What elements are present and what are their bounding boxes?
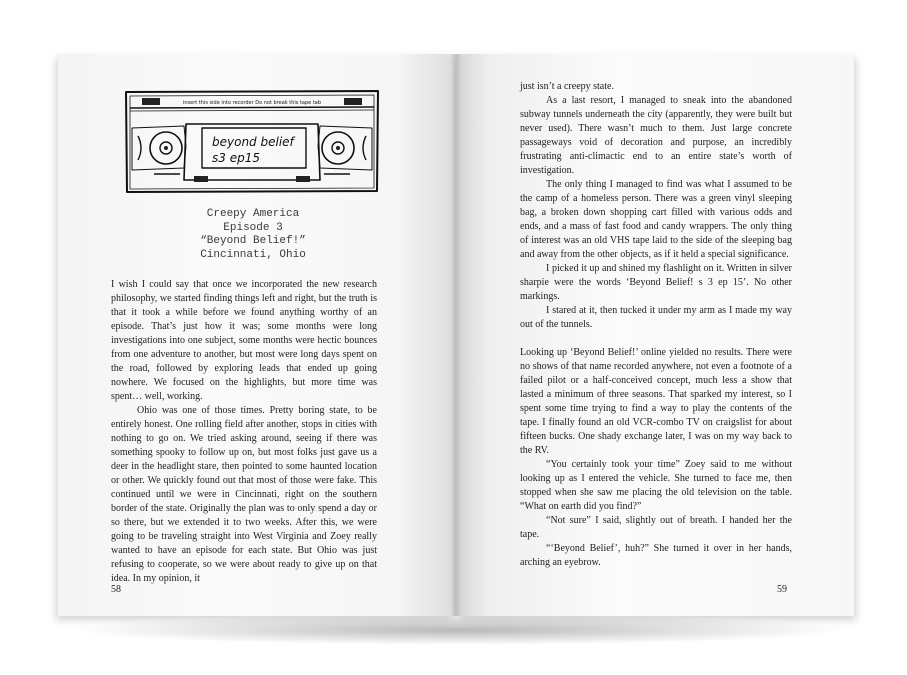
- chapter-heading: [118, 208, 388, 262]
- paragraph: I picked it up and shined my flashlight on it. Written in silver sharpie were the words ‘Beyond Belief! s 3 ep 15’. No other markings.: [520, 263, 792, 302]
- book-shadow: [70, 615, 850, 645]
- paragraph: I wish I could say that once we incorporated the new research philosophy, we started finding things left and right, but the truth is that it took a while before we found anything worthy of an episode. That’s just how it was; some months were long investigations into one subject, some months were hectic bounces from one adventure to another, but most were long days spent on the road, followed by exploring leads that ended up going nowhere. We focused on the highlights, but more time was spent… well, working.: [111, 279, 377, 402]
- right-page-body: [520, 80, 792, 570]
- page-number: 59: [777, 584, 787, 595]
- open-book: [58, 54, 854, 616]
- paragraph: “Not sure” I said, slightly out of breath. I handed her the tape.: [520, 515, 792, 540]
- tape-label-line1: beyond belief: [212, 135, 294, 149]
- book-gutter: [450, 54, 462, 616]
- paragraph: I stared at it, then tucked it under my arm as I made my way out of the tunnels.: [520, 305, 792, 330]
- left-page: [58, 54, 456, 616]
- tape-label-line2: s3 ep15: [212, 151, 260, 165]
- paragraph: Looking up ‘Beyond Belief!’ online yielded no results. There were no shows of that name recorded anywhere, not even a footnote of a failed pilot or a half-conceived concept, much less a show that lasted a minimum of three seasons. That sparked my interest, so I spent some time trying to find a way to play the contents of the tape. I finally found an old VCR-combo TV on craigslist for about fifteen bucks. One shady exchange later, I was on my way back to the RV.: [520, 347, 792, 456]
- heading-line: Cincinnati, Ohio: [200, 248, 306, 261]
- paragraph: just isn’t a creepy state.: [520, 81, 614, 92]
- vhs-tape-illustration: [124, 88, 380, 194]
- heading-line: Creepy America: [206, 208, 300, 220]
- paragraph: The only thing I managed to find was what I assumed to be the camp of a homeless person. There was a green vinyl sleeping bag, a broken down shopping cart filled with various odds and ends, and a mass of fast food and candy wrappers. The only thing of interest was an old VHS tape laid to the side of the sleeping bag and away from the other objects, as if it held a special significance.: [520, 179, 792, 260]
- paragraph: As a last resort, I managed to sneak into the abandoned subway tunnels underneath the city (apparently, they were built but never used). There wasn’t much to them. Just large concrete passageways void of decoration and purpose, an incredibly frustrating anti-climactic end to an entire state’s worth of investigation.: [520, 95, 792, 176]
- page-number: 58: [111, 584, 121, 595]
- paragraph: Ohio was one of those times. Pretty boring state, to be entirely honest. One rolling field after another, stops in cities with nothing to go on. We tried asking around, seeing if there was something spooky to follow up on, but most folks just gave us a deer in the headlight stare, then pointed to some haunted location or other. We quickly found out that most of those were fake. This continued until we were in Cincinnati, right on the southern border of the state. Originally the plan was to only spend a day or so there, but we extended it to two weeks. After this, we were going to be traveling straight into West Virginia and Zoey really wanted to have an episode for each state. But Ohio was just refusing to cooperate, so we were about ready to give up on that idea. In my opinion, it: [111, 405, 377, 584]
- tape-strip-text: insert this side into recorder Do not break this tape tab: [182, 100, 322, 106]
- left-page-body: [111, 278, 377, 586]
- heading-line: “Beyond Belief!”: [200, 235, 306, 247]
- heading-line: Episode 3: [223, 221, 283, 234]
- paragraph: “You certainly took your time” Zoey said to me without looking up as I entered the vehicle. She turned to face me, then stopped when she saw me placing the old television on the table. “What on earth did you find?”: [520, 459, 792, 512]
- paragraph: “‘Beyond Belief’, huh?” She turned it over in her hands, arching an eyebrow.: [520, 543, 792, 568]
- right-page: [456, 54, 854, 616]
